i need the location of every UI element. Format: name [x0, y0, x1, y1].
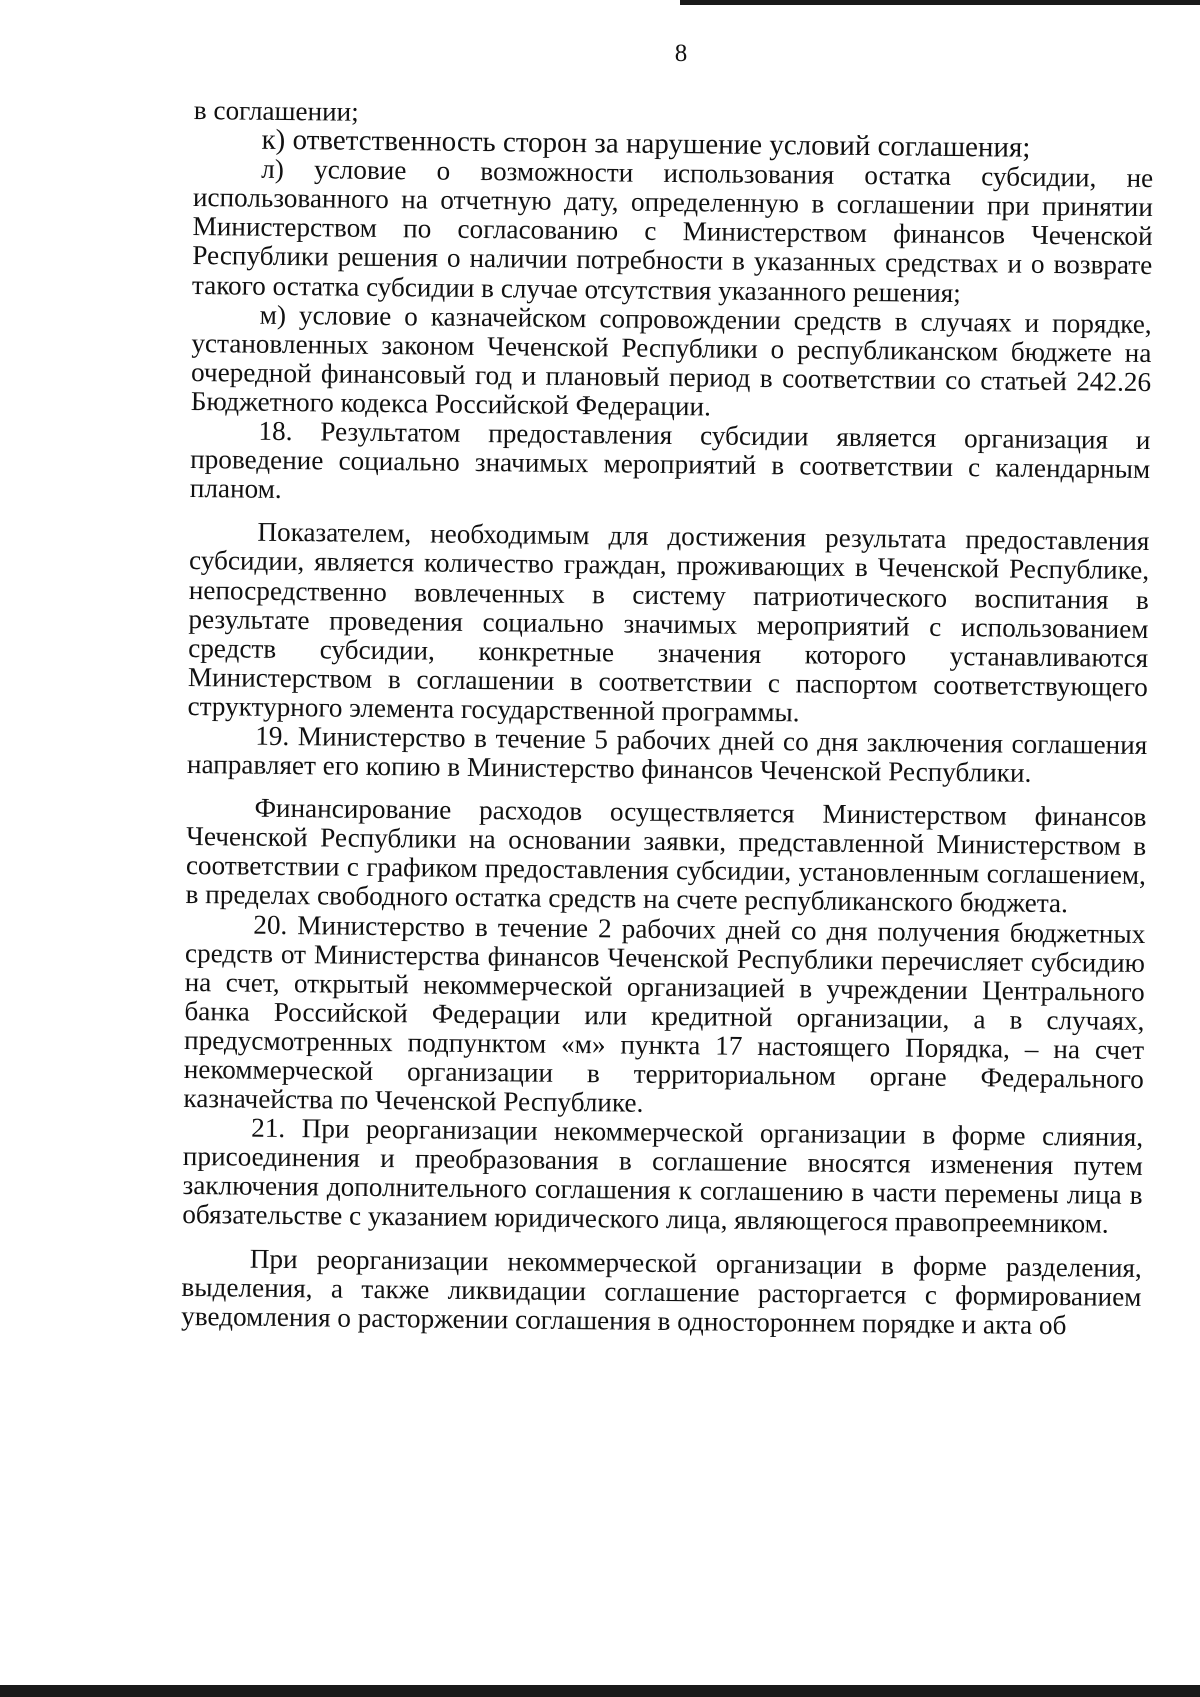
paragraph-clause-m: м) условие о казначейском сопровождении средств в случаях и порядке, установленных законом Чеченской Республики о республиканском бюджете на очередной финансовый год и плановый период в соответствии со статьей 242.26 Бюджетного кодекса Российской Федерации. — [190, 299, 1152, 422]
paragraph-item-20: 20. Министерство в течение 2 рабочих дней со дня получения бюджетных средств от Министерства финансов Чеченской Республики перечисляет субсидию на счет, открытый некоммерческой организацией в учреждении Центрального банка Российской Федерации или кредитной организации, а в случаях, предусмотренных подпунктом «м» пункта 17 настоящего Порядка, – на счет некоммерческой организации в территориальном органе Федерального казначейства по Чеченской Республике. — [183, 909, 1146, 1118]
paragraph-indicator: Показателем, необходимым для достижения результата предоставления субсидии, является количество граждан, проживающих в Чеченской Республике, непосредственно вовлеченных в систему патриотического воспитания в результате проведения социально значимых мероприятий с использованием средств субсидии, конкретные значения которого устанавливаются Министерством в соглашении в соответствии с паспортом соответствующего структурного элемента государственной программы. — [187, 517, 1150, 728]
scan-border-top — [680, 0, 1200, 5]
paragraph-continuation: в соглашении; — [193, 95, 359, 127]
page-number: 8 — [674, 40, 688, 67]
paragraph-item-18: 18. Результатом предоставления субсидии является организация и проведение социально значимых мероприятий в соответствии с календарным планом. — [189, 415, 1151, 505]
paragraph-item-19: 19. Министерство в течение 5 рабочих дней со дня заключения соглашения направляет его копию в Министерство финансов Чеченской Республики. — [186, 720, 1148, 788]
scan-border-bottom — [0, 1685, 1200, 1697]
document-body — [181, 96, 1154, 1341]
paragraph-financing: Финансирование расходов осуществляется Министерством финансов Чеченской Республики на основании заявки, представленной Министерством в соответствии с графиком предоставления субсидии, установленным соглашением, в пределах свободного остатка средств на счете республиканского бюджета. — [185, 792, 1147, 919]
paragraph-clause-l: л) условие о возможности использования остатка субсидии, не использованного на отчетную дату, определенную в соглашении при принятии Министерством по согласованию с Министерством финансов Чеченской Республики решения о наличии потребности в указанных средствах и о возврате такого остатка субсидии в случае отсутствия указанного решения; — [191, 153, 1154, 308]
paragraph-item-21: 21. При реорганизации некоммерческой организации в форме слияния, присоединения и преобразования в соглашение вносятся изменения путем заключения дополнительного соглашения к соглашению в части перемены лица в обязательстве с указанием юридического лица, являющегося правопреемником. — [182, 1112, 1144, 1240]
paragraph-clause-k: к) ответственность сторон за нарушение условий соглашения; — [261, 123, 1031, 164]
paragraph-reorganization: При реорганизации некоммерческой организации в форме разделения, выделения, а также ликвидации соглашение расторгается с формированием уведомления о расторжении соглашения в одностороннем порядке и акта об — [181, 1243, 1142, 1340]
